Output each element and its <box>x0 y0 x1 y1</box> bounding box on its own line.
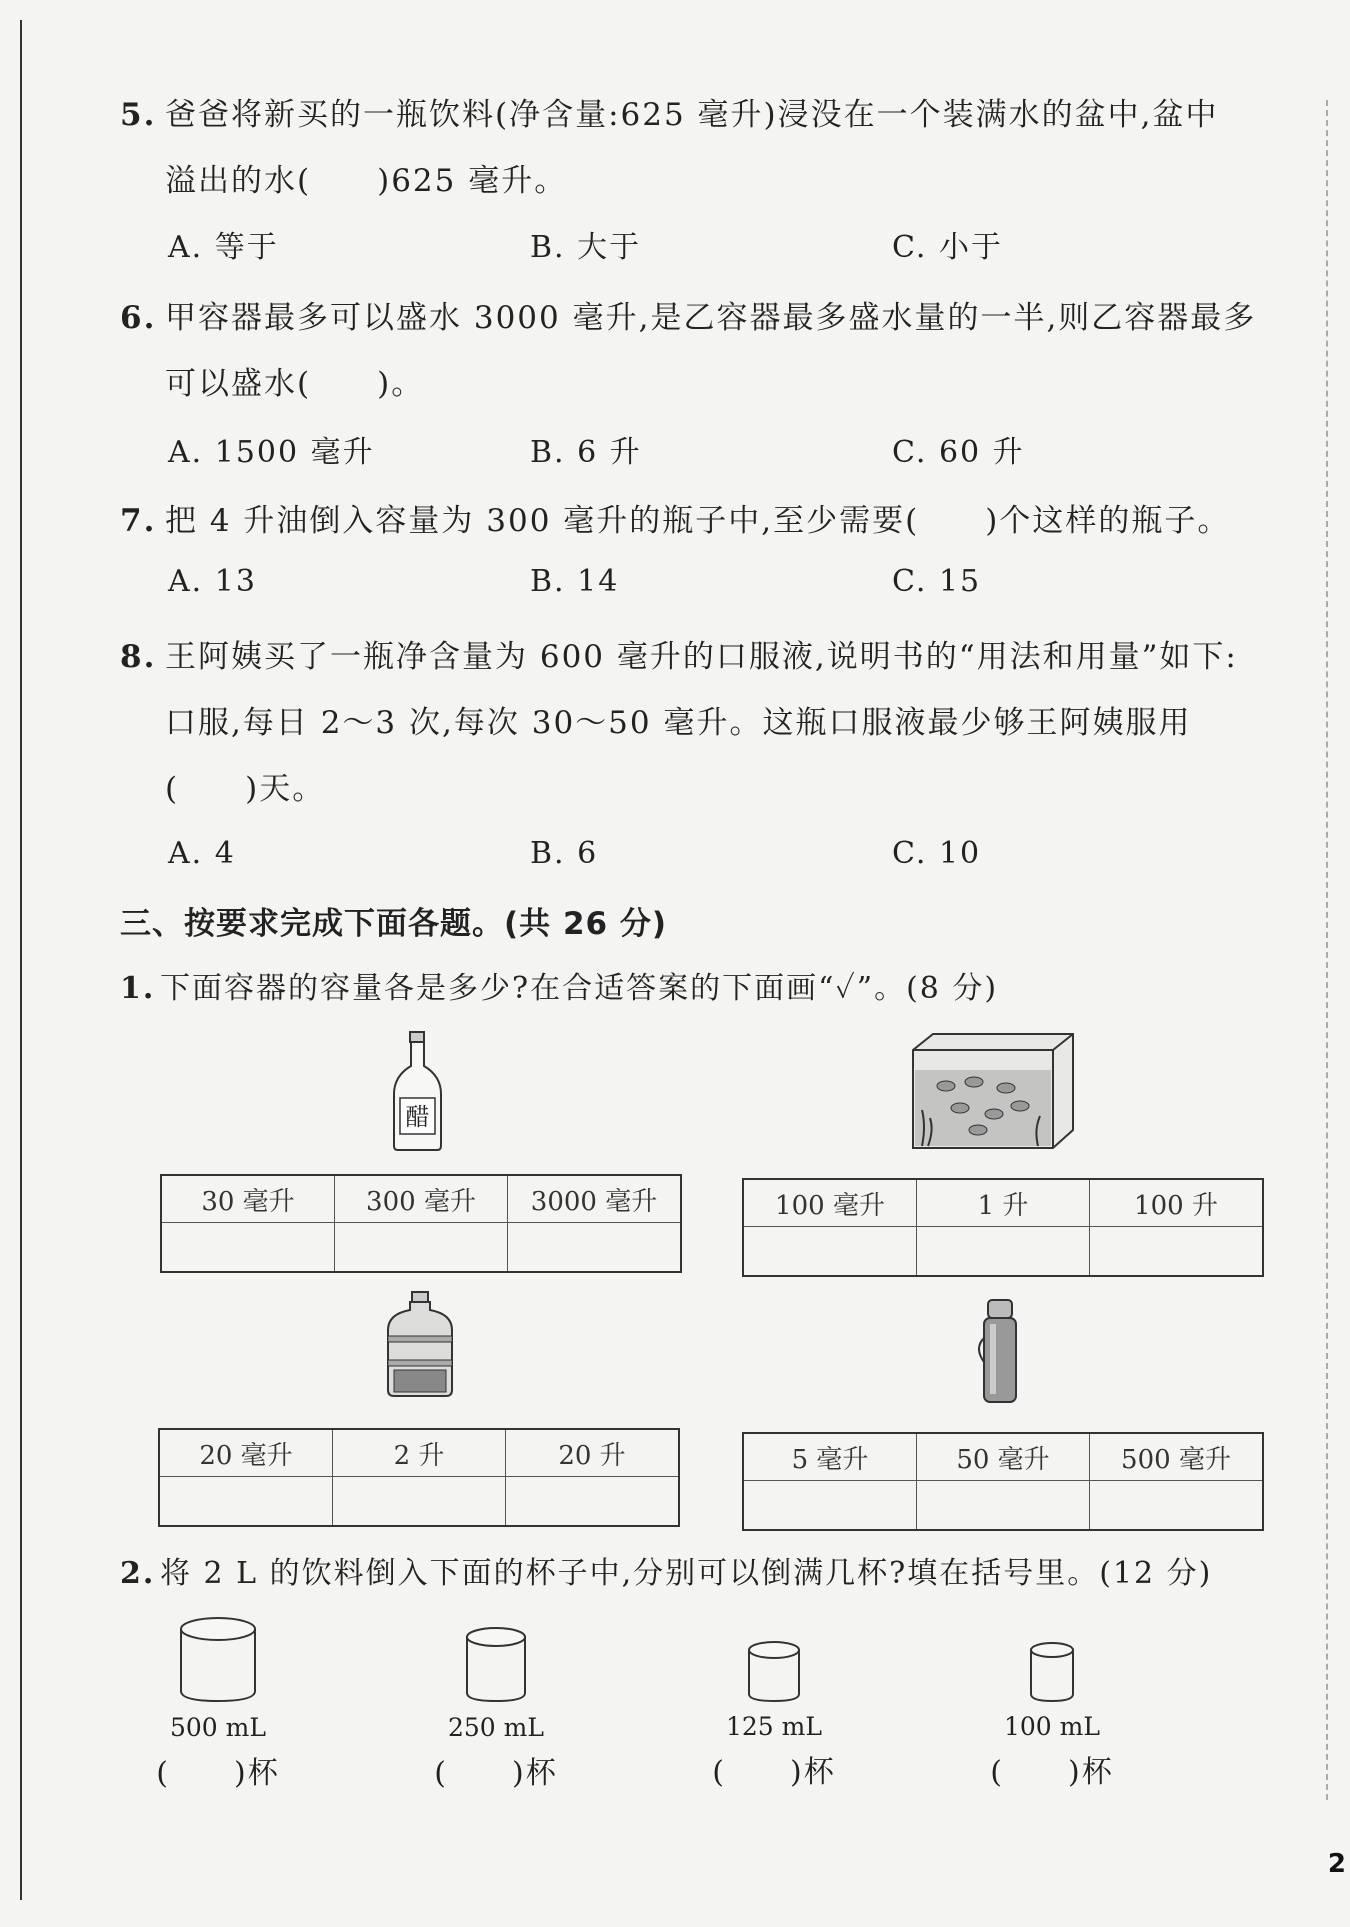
answer-cell[interactable] <box>1090 1227 1264 1277</box>
question-number: 2. <box>120 1556 156 1591</box>
binding-dashed-line <box>1326 100 1328 1800</box>
capacity-option: 50 毫升 <box>917 1433 1090 1481</box>
answer-cell[interactable] <box>1090 1481 1264 1531</box>
answer-cell[interactable] <box>333 1477 506 1527</box>
answer-cell[interactable] <box>743 1227 917 1277</box>
option-c[interactable]: C. 小于 <box>892 230 1003 265</box>
cup-capacity-label: 125 mL <box>726 1712 822 1741</box>
question-text: ( )天。 <box>165 771 326 807</box>
question-text: 将 2 L 的饮料倒入下面的杯子中,分别可以倒满几杯?填在括号里。(12 分) <box>160 1556 1213 1591</box>
question-text: 爸爸将新买的一瓶饮料(净含量:625 毫升)浸没在一个装满水的盆中,盆中 <box>165 97 1219 133</box>
cup-icon <box>1028 1640 1076 1704</box>
cup-icon <box>746 1640 802 1704</box>
water-jug-icon <box>380 1290 460 1400</box>
question-7-options <box>168 564 1268 599</box>
capacity-table-vinegar <box>160 1174 682 1273</box>
capacity-option: 30 毫升 <box>161 1175 335 1223</box>
capacity-option: 3000 毫升 <box>508 1175 682 1223</box>
option-a[interactable]: A. 13 <box>168 564 257 599</box>
question-5-options <box>168 222 1268 266</box>
question-8-options <box>168 836 1268 871</box>
vinegar-bottle-icon <box>390 1030 445 1152</box>
bottle-label: 醋 <box>405 1103 430 1131</box>
cup-icon <box>178 1615 258 1705</box>
answer-cell[interactable] <box>743 1481 917 1531</box>
question-number: 6. <box>120 300 157 336</box>
section-heading: 三、按要求完成下面各题。(共 26 分) <box>120 906 668 942</box>
capacity-option: 1 升 <box>917 1179 1090 1227</box>
question-text: 口服,每日 2～3 次,每次 30～50 毫升。这瓶口服液最少够王阿姨服用 <box>165 705 1192 741</box>
cup-250ml <box>396 1625 596 1792</box>
capacity-option: 5 毫升 <box>743 1433 917 1481</box>
capacity-table-fish-tank <box>742 1178 1264 1277</box>
question-text: 王阿姨买了一瓶净含量为 600 毫升的口服液,说明书的“用法和用量”如下: <box>165 639 1238 675</box>
question-number: 8. <box>120 639 157 675</box>
capacity-option: 20 毫升 <box>159 1429 333 1477</box>
cup-100ml <box>952 1640 1152 1791</box>
capacity-option: 100 升 <box>1090 1179 1264 1227</box>
cup-500ml <box>118 1615 318 1792</box>
option-c[interactable]: C. 15 <box>892 564 982 599</box>
question-text: 下面容器的容量各是多少?在合适答案的下面画“✓”。(8 分) <box>160 971 999 1006</box>
question-text: 可以盛水( )。 <box>165 366 425 402</box>
answer-cell[interactable] <box>917 1481 1090 1531</box>
capacity-table-thermos <box>742 1432 1264 1531</box>
option-b[interactable]: B. 大于 <box>530 230 642 265</box>
answer-cell[interactable] <box>508 1223 682 1273</box>
subquestion-1 <box>120 963 998 1007</box>
capacity-option: 300 毫升 <box>335 1175 508 1223</box>
question-6-options <box>168 427 1268 471</box>
capacity-table-water-jug <box>158 1428 680 1527</box>
capacity-option: 20 升 <box>506 1429 680 1477</box>
cup-capacity-label: 100 mL <box>1004 1712 1100 1741</box>
question-text: 甲容器最多可以盛水 3000 毫升,是乙容器最多盛水量的一半,则乙容器最多 <box>165 300 1257 336</box>
question-number: 1. <box>120 971 156 1006</box>
question-5 <box>120 82 1270 214</box>
question-6 <box>120 285 1270 417</box>
cup-answer-blank[interactable]: ( )杯 <box>712 1755 836 1790</box>
cup-capacity-label: 500 mL <box>170 1713 266 1742</box>
option-c[interactable]: C. 60 升 <box>892 435 1025 470</box>
thermos-icon <box>978 1298 1022 1406</box>
cup-125ml <box>674 1640 874 1791</box>
question-8 <box>120 624 1270 822</box>
question-text: 溢出的水( )625 毫升。 <box>165 163 568 199</box>
cup-icon <box>464 1625 528 1705</box>
answer-cell[interactable] <box>917 1227 1090 1277</box>
option-a[interactable]: A. 4 <box>168 836 236 871</box>
page-number: 2 <box>1327 1849 1346 1879</box>
question-text: 把 4 升油倒入容量为 300 毫升的瓶子中,至少需要( )个这样的瓶子。 <box>165 503 1231 539</box>
cup-capacity-label: 250 mL <box>448 1713 544 1742</box>
option-a[interactable]: A. 1500 毫升 <box>168 435 375 470</box>
cup-answer-blank[interactable]: ( )杯 <box>156 1756 280 1791</box>
option-b[interactable]: B. 6 升 <box>530 435 642 470</box>
option-b[interactable]: B. 6 <box>530 836 599 871</box>
capacity-option: 500 毫升 <box>1090 1433 1264 1481</box>
subquestion-2 <box>120 1548 1212 1592</box>
capacity-option: 100 毫升 <box>743 1179 917 1227</box>
answer-cell[interactable] <box>506 1477 680 1527</box>
answer-cell[interactable] <box>335 1223 508 1273</box>
question-number: 7. <box>120 503 157 539</box>
answer-cell[interactable] <box>159 1477 333 1527</box>
answer-cell[interactable] <box>161 1223 335 1273</box>
left-margin-rule <box>20 20 22 1900</box>
fish-tank-icon <box>908 1030 1078 1152</box>
question-7 <box>120 488 1270 554</box>
option-c[interactable]: C. 10 <box>892 836 982 871</box>
cup-answer-blank[interactable]: ( )杯 <box>990 1755 1114 1790</box>
cup-answer-blank[interactable]: ( )杯 <box>434 1756 558 1791</box>
option-a[interactable]: A. 等于 <box>168 230 279 265</box>
capacity-option: 2 升 <box>333 1429 506 1477</box>
option-b[interactable]: B. 14 <box>530 564 620 599</box>
question-number: 5. <box>120 97 157 133</box>
